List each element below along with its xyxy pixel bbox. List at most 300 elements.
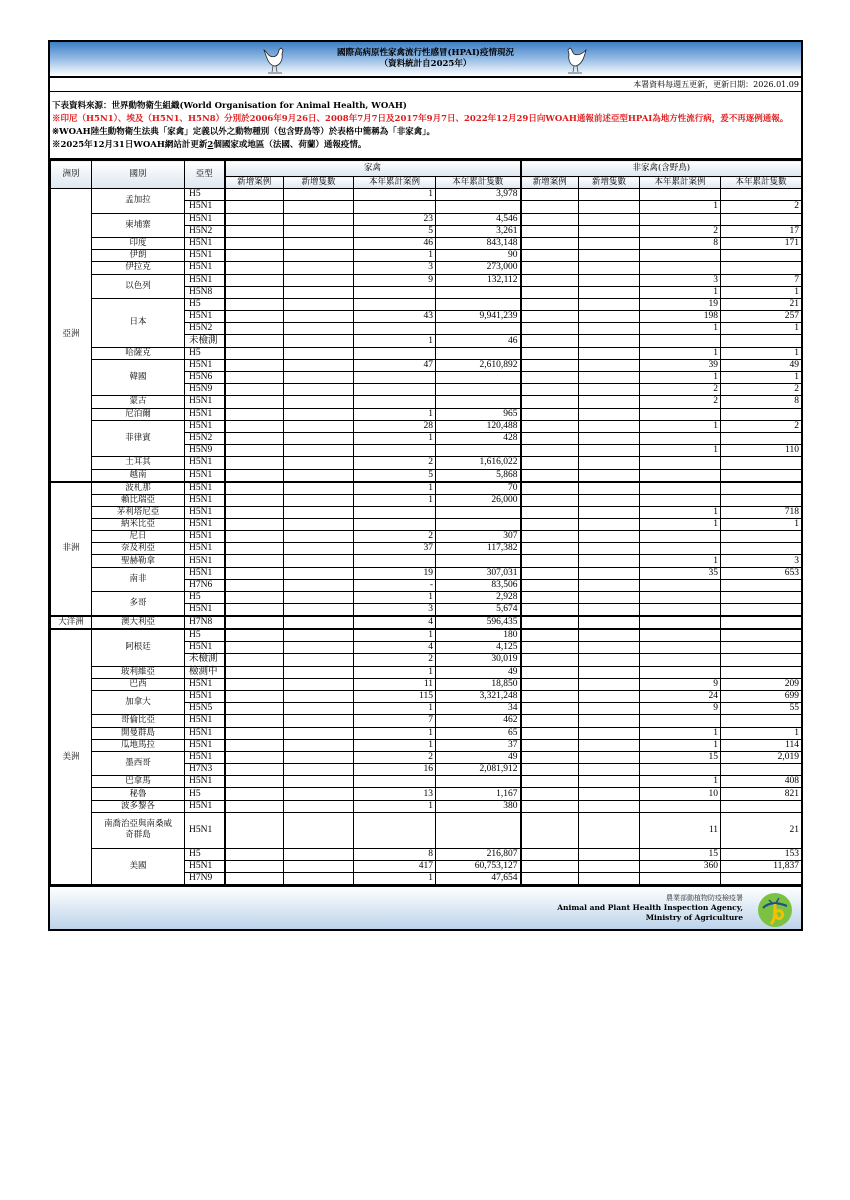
subtype-cell: H5N1: [185, 262, 225, 274]
value-cell: [521, 469, 579, 482]
value-cell: [579, 372, 640, 384]
value-cell: [284, 274, 354, 286]
value-cell: [225, 654, 284, 666]
subtype-cell: H5N1: [185, 727, 225, 739]
value-cell: [225, 250, 284, 262]
value-cell: 1: [354, 739, 436, 751]
value-cell: 83,506: [436, 579, 521, 591]
value-cell: [436, 286, 521, 298]
value-cell: 114: [721, 739, 802, 751]
value-cell: 90: [436, 250, 521, 262]
value-cell: 5,868: [436, 469, 521, 482]
subtype-cell: H5N2: [185, 323, 225, 335]
endemic-note: ※印尼（H5N1）、埃及（H5N1、H5N8）分別於2006年9月26日、2008年7月7日及2017年9月7日、2022年12月29日向WOAH通報前述亞型HPAI為地方性流行病，爰不再逐例通報。: [52, 114, 789, 124]
subtype-cell: H5N1: [185, 396, 225, 408]
value-cell: 462: [436, 715, 521, 727]
value-cell: 428: [436, 432, 521, 444]
value-cell: [721, 408, 802, 420]
value-cell: [225, 445, 284, 457]
value-cell: 380: [436, 800, 521, 812]
value-cell: 15: [640, 848, 721, 860]
value-cell: 18,850: [436, 678, 521, 690]
value-cell: [225, 727, 284, 739]
value-cell: 2: [721, 384, 802, 396]
country-cell: 以色列: [92, 274, 185, 298]
value-cell: [640, 654, 721, 666]
value-cell: 2: [354, 457, 436, 469]
value-cell: 60,753,127: [436, 861, 521, 873]
value-cell: [579, 715, 640, 727]
value-cell: 13: [354, 788, 436, 800]
value-cell: [579, 359, 640, 371]
value-cell: 2: [721, 420, 802, 432]
value-cell: [579, 751, 640, 763]
value-cell: [284, 678, 354, 690]
value-cell: 4,125: [436, 642, 521, 654]
value-cell: 1: [640, 776, 721, 788]
value-cell: [284, 751, 354, 763]
value-cell: [640, 213, 721, 225]
value-cell: [721, 482, 802, 495]
value-cell: [579, 531, 640, 543]
report-sheet: [48, 40, 803, 931]
value-cell: [225, 432, 284, 444]
value-cell: [521, 323, 579, 335]
subtype-cell: H5N2: [185, 225, 225, 237]
value-cell: [521, 604, 579, 617]
value-cell: [521, 445, 579, 457]
subtype-cell: H5N1: [185, 800, 225, 812]
value-cell: [521, 800, 579, 812]
value-cell: [225, 213, 284, 225]
value-cell: [579, 237, 640, 249]
table-row: [51, 420, 802, 432]
value-cell: [284, 494, 354, 506]
country-cell: 茅利塔尼亞: [92, 506, 185, 518]
value-cell: [284, 506, 354, 518]
value-cell: [225, 739, 284, 751]
table-row: [51, 189, 802, 201]
value-cell: [640, 800, 721, 812]
value-cell: [521, 201, 579, 213]
value-cell: 3: [640, 274, 721, 286]
value-cell: [521, 751, 579, 763]
table-row: [51, 727, 802, 739]
value-cell: 35: [640, 567, 721, 579]
value-cell: [225, 189, 284, 201]
subtype-cell: H5N1: [185, 678, 225, 690]
value-cell: 2,610,892: [436, 359, 521, 371]
value-cell: 1: [721, 347, 802, 359]
value-cell: 2: [354, 531, 436, 543]
value-cell: [721, 432, 802, 444]
value-cell: 653: [721, 567, 802, 579]
subtype-cell: H5N1: [185, 408, 225, 420]
value-cell: [284, 482, 354, 495]
table-row: [51, 543, 802, 555]
value-cell: 3,978: [436, 189, 521, 201]
value-cell: 3,261: [436, 225, 521, 237]
table-row: [51, 359, 802, 371]
title-text: 國際高病原性家禽流行性感冒(HPAI)疫情現況: [337, 48, 514, 58]
value-cell: 1: [354, 494, 436, 506]
value-cell: [521, 372, 579, 384]
subtype-cell: H5N1: [185, 715, 225, 727]
value-cell: 307,031: [436, 567, 521, 579]
value-cell: 1: [354, 800, 436, 812]
value-cell: 37: [354, 543, 436, 555]
value-cell: 17: [721, 225, 802, 237]
table-row: [51, 800, 802, 812]
value-cell: [284, 359, 354, 371]
value-cell: [225, 800, 284, 812]
value-cell: 843,148: [436, 237, 521, 249]
value-cell: 115: [354, 690, 436, 702]
subtype-cell: H5: [185, 788, 225, 800]
value-cell: [640, 432, 721, 444]
value-cell: [521, 812, 579, 848]
value-cell: [579, 494, 640, 506]
subtype-cell: H5: [185, 347, 225, 359]
value-cell: [521, 848, 579, 860]
subtype-cell: H5: [185, 592, 225, 604]
value-cell: 39: [640, 359, 721, 371]
table-row: [51, 262, 802, 274]
value-cell: [721, 592, 802, 604]
country-cell: 開曼群島: [92, 727, 185, 739]
value-cell: [640, 408, 721, 420]
value-cell: [284, 445, 354, 457]
value-cell: [579, 323, 640, 335]
value-cell: [225, 262, 284, 274]
value-cell: [436, 323, 521, 335]
value-cell: 3: [721, 555, 802, 567]
value-cell: 1: [721, 286, 802, 298]
subtype-cell: H5N1: [185, 494, 225, 506]
value-cell: [225, 323, 284, 335]
value-cell: -: [354, 579, 436, 591]
subtype-cell: H5N1: [185, 469, 225, 482]
table-row: [51, 531, 802, 543]
value-cell: [521, 727, 579, 739]
value-cell: [225, 812, 284, 848]
value-cell: [640, 189, 721, 201]
footer-banner: [50, 885, 801, 929]
value-cell: [579, 445, 640, 457]
value-cell: [640, 715, 721, 727]
value-cell: [579, 298, 640, 310]
value-cell: 9: [640, 703, 721, 715]
value-cell: [521, 311, 579, 323]
subtype-cell: H5N1: [185, 751, 225, 763]
value-cell: [225, 384, 284, 396]
table-row: [51, 469, 802, 482]
subtype-cell: H5N1: [185, 543, 225, 555]
value-cell: [521, 678, 579, 690]
value-cell: [436, 555, 521, 567]
value-cell: [521, 739, 579, 751]
table-body: [51, 189, 802, 885]
value-cell: 49: [436, 751, 521, 763]
value-cell: 596,435: [436, 616, 521, 629]
country-cell: 賴比瑞亞: [92, 494, 185, 506]
value-cell: 8: [640, 237, 721, 249]
value-cell: [284, 642, 354, 654]
value-cell: [284, 654, 354, 666]
subtype-cell: H5N1: [185, 213, 225, 225]
value-cell: 1: [354, 592, 436, 604]
value-cell: [579, 567, 640, 579]
hen-icon: [562, 44, 592, 76]
value-cell: [640, 629, 721, 642]
value-cell: [521, 543, 579, 555]
value-cell: [284, 189, 354, 201]
value-cell: [284, 432, 354, 444]
value-cell: 24: [640, 690, 721, 702]
country-cell: 伊拉克: [92, 262, 185, 274]
subtype-cell: 未檢測: [185, 654, 225, 666]
country-cell: 墨西哥: [92, 751, 185, 775]
value-cell: [521, 408, 579, 420]
value-cell: [640, 764, 721, 776]
value-cell: [354, 555, 436, 567]
update-count: 2: [207, 140, 214, 150]
table-row: [51, 812, 802, 848]
value-cell: [225, 848, 284, 860]
country-cell: 澳大利亞: [92, 616, 185, 629]
update-note: ※2025年12月31日WOAH網站計更新2個國家或地區（法國、荷蘭）通報疫情。: [52, 140, 367, 150]
value-cell: [521, 335, 579, 347]
value-cell: 198: [640, 311, 721, 323]
value-cell: 965: [436, 408, 521, 420]
subtype-cell: H5N1: [185, 311, 225, 323]
value-cell: [579, 274, 640, 286]
value-cell: [284, 739, 354, 751]
value-cell: [721, 764, 802, 776]
subtype-cell: H5N2: [185, 432, 225, 444]
value-cell: [284, 457, 354, 469]
value-cell: [579, 518, 640, 530]
value-cell: [225, 335, 284, 347]
country-cell: 巴拿馬: [92, 776, 185, 788]
value-cell: [284, 861, 354, 873]
value-cell: [284, 788, 354, 800]
value-cell: 273,000: [436, 262, 521, 274]
value-cell: 1: [721, 518, 802, 530]
value-cell: 1: [354, 432, 436, 444]
value-cell: 307: [436, 531, 521, 543]
value-cell: [225, 469, 284, 482]
value-cell: [225, 531, 284, 543]
subtype-cell: 未檢測: [185, 335, 225, 347]
value-cell: [225, 642, 284, 654]
value-cell: [284, 335, 354, 347]
value-cell: [640, 543, 721, 555]
country-cell: 阿根廷: [92, 629, 185, 666]
report-title: [50, 48, 801, 70]
subtype-cell: H5N1: [185, 482, 225, 495]
value-cell: [579, 286, 640, 298]
value-cell: [521, 420, 579, 432]
value-cell: [579, 629, 640, 642]
value-cell: [225, 274, 284, 286]
value-cell: [521, 567, 579, 579]
value-cell: [721, 213, 802, 225]
value-cell: [284, 604, 354, 617]
value-cell: [579, 592, 640, 604]
value-cell: [640, 642, 721, 654]
value-cell: [521, 861, 579, 873]
value-cell: [436, 776, 521, 788]
table-row: [51, 237, 802, 249]
value-cell: 1: [354, 873, 436, 885]
subtype-cell: H5N1: [185, 359, 225, 371]
value-cell: 1: [354, 703, 436, 715]
value-cell: [354, 518, 436, 530]
value-cell: 1: [721, 372, 802, 384]
value-cell: [579, 457, 640, 469]
value-cell: 3: [354, 262, 436, 274]
country-cell: 玻利維亞: [92, 666, 185, 678]
value-cell: [721, 654, 802, 666]
value-cell: [579, 347, 640, 359]
value-cell: [521, 482, 579, 495]
value-cell: [521, 873, 579, 885]
value-cell: 1: [640, 347, 721, 359]
table-row: [51, 250, 802, 262]
header-non-poultry: 非家禽(含野鳥): [521, 161, 802, 177]
country-cell: 加拿大: [92, 690, 185, 714]
value-cell: [225, 629, 284, 642]
value-cell: [225, 776, 284, 788]
continent-cell: 美洲: [51, 629, 92, 885]
value-cell: [225, 861, 284, 873]
value-cell: [521, 642, 579, 654]
value-cell: [225, 715, 284, 727]
table-row: [51, 690, 802, 702]
value-cell: 19: [640, 298, 721, 310]
subtype-cell: H5N1: [185, 237, 225, 249]
value-cell: [284, 420, 354, 432]
value-cell: 30,019: [436, 654, 521, 666]
value-cell: [284, 298, 354, 310]
value-cell: [579, 800, 640, 812]
value-cell: 180: [436, 629, 521, 642]
value-cell: 3,321,248: [436, 690, 521, 702]
header-ytd-cases: 本年累計案例: [354, 177, 436, 189]
value-cell: [721, 616, 802, 629]
table-row: [51, 751, 802, 763]
value-cell: [579, 396, 640, 408]
value-cell: 10: [640, 788, 721, 800]
subtype-cell: H5N1: [185, 457, 225, 469]
value-cell: 49: [436, 666, 521, 678]
value-cell: [284, 286, 354, 298]
subtype-cell: H5N1: [185, 531, 225, 543]
value-cell: [225, 359, 284, 371]
value-cell: 4: [354, 616, 436, 629]
value-cell: [721, 800, 802, 812]
value-cell: [225, 518, 284, 530]
value-cell: 55: [721, 703, 802, 715]
value-cell: 1: [640, 727, 721, 739]
value-cell: [579, 201, 640, 213]
country-cell: 伊朗: [92, 250, 185, 262]
subtype-cell: H5N1: [185, 274, 225, 286]
value-cell: [436, 347, 521, 359]
value-cell: [640, 250, 721, 262]
subtype-cell: H5N1: [185, 555, 225, 567]
title-banner: [50, 42, 801, 78]
subtype-cell: H5N1: [185, 250, 225, 262]
subtype-cell: H5N6: [185, 372, 225, 384]
country-cell: 多哥: [92, 592, 185, 617]
value-cell: 2: [354, 654, 436, 666]
value-cell: [284, 372, 354, 384]
value-cell: [579, 543, 640, 555]
value-cell: 28: [354, 420, 436, 432]
header-continent: 洲別: [51, 161, 92, 189]
value-cell: 417: [354, 861, 436, 873]
value-cell: [579, 225, 640, 237]
subtype-cell: H5N1: [185, 506, 225, 518]
value-cell: 1: [640, 420, 721, 432]
subtype-cell: H5N1: [185, 690, 225, 702]
value-cell: 209: [721, 678, 802, 690]
value-cell: [579, 690, 640, 702]
value-cell: [640, 666, 721, 678]
value-cell: [284, 579, 354, 591]
value-cell: 8: [721, 396, 802, 408]
value-cell: [721, 604, 802, 617]
value-cell: 120,488: [436, 420, 521, 432]
table-row: [51, 408, 802, 420]
table-row: [51, 347, 802, 359]
value-cell: 2: [721, 201, 802, 213]
table-row: [51, 616, 802, 629]
value-cell: [225, 372, 284, 384]
value-cell: 1: [721, 727, 802, 739]
subtype-cell: H5N1: [185, 776, 225, 788]
value-cell: 7: [721, 274, 802, 286]
value-cell: 257: [721, 311, 802, 323]
value-cell: [521, 298, 579, 310]
table-row: [51, 629, 802, 642]
value-cell: [721, 250, 802, 262]
subtype-cell: H5N1: [185, 201, 225, 213]
value-cell: 1: [354, 335, 436, 347]
value-cell: [225, 592, 284, 604]
value-cell: 1: [640, 372, 721, 384]
value-cell: [521, 788, 579, 800]
value-cell: 132,112: [436, 274, 521, 286]
value-cell: [579, 189, 640, 201]
country-cell: 印度: [92, 237, 185, 249]
value-cell: [225, 543, 284, 555]
value-cell: 5: [354, 225, 436, 237]
value-cell: [284, 323, 354, 335]
value-cell: [721, 189, 802, 201]
value-cell: [521, 629, 579, 642]
continent-cell: 非洲: [51, 482, 92, 617]
value-cell: [521, 531, 579, 543]
value-cell: [640, 262, 721, 274]
value-cell: 718: [721, 506, 802, 518]
value-cell: 1: [640, 323, 721, 335]
value-cell: [225, 457, 284, 469]
value-cell: [354, 347, 436, 359]
subtype-cell: H5N1: [185, 567, 225, 579]
